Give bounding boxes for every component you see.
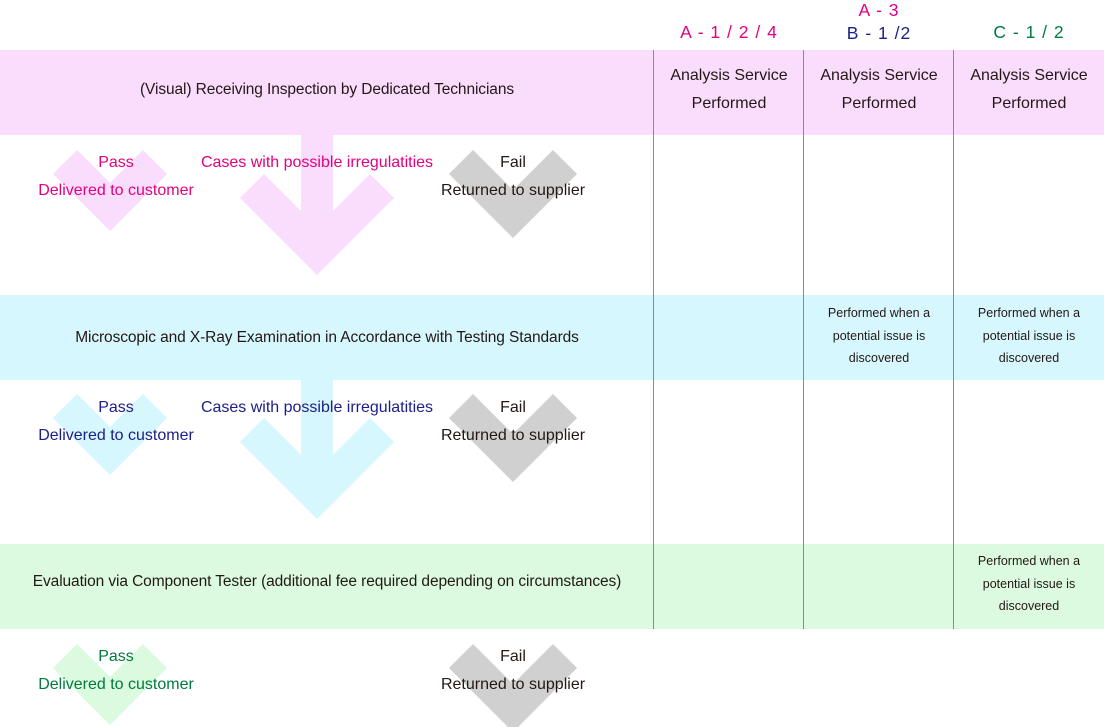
fail-label <box>423 643 603 699</box>
fail-text: Fail <box>500 648 526 665</box>
cell-step3-c12 <box>954 550 1104 618</box>
cell-line: Performed <box>691 95 767 112</box>
column-heading-c12-line: C - 1 / 2 <box>993 22 1065 42</box>
step-label-component-tester: Evaluation via Component Tester (additional fee required depending on circumstances) <box>32 572 622 590</box>
fail-label <box>423 149 603 205</box>
cell-step2-c12 <box>954 302 1104 370</box>
delivered-text: Delivered to customer <box>38 182 194 199</box>
cell-line: Performed when a <box>977 306 1081 320</box>
cell-line: discovered <box>998 599 1060 613</box>
pass-text: Pass <box>98 648 134 665</box>
cell-line: Performed <box>841 95 917 112</box>
cell-line: Performed <box>991 95 1067 112</box>
delivered-text: Delivered to customer <box>38 676 194 693</box>
delivered-text: Delivered to customer <box>38 427 194 444</box>
cell-step2-a3-b12 <box>804 302 954 370</box>
fail-label <box>423 394 603 450</box>
column-heading-b12-line: B - 1 /2 <box>846 23 912 43</box>
cell-line: discovered <box>848 351 910 365</box>
cell-line: Analysis Service <box>970 67 1088 84</box>
cell-step1-a3-b12 <box>804 62 954 118</box>
step-label-visual-inspection: (Visual) Receiving Inspection by Dedicated Technicians <box>140 80 514 98</box>
fail-text: Fail <box>500 399 526 416</box>
pass-text: Pass <box>98 154 134 171</box>
cell-step1-c12 <box>954 62 1104 118</box>
pass-text: Pass <box>98 399 134 416</box>
pass-label <box>16 643 216 699</box>
column-heading-a124-line: A - 1 / 2 / 4 <box>680 22 778 42</box>
pass-label <box>16 394 216 450</box>
step-label-xray-examination: Microscopic and X-Ray Examination in Accordance with Testing Standards <box>75 328 579 346</box>
cell-line: potential issue is <box>832 328 926 343</box>
irregular-label: Cases with possible irregulatities <box>200 154 434 171</box>
cell-line: Analysis Service <box>670 67 788 84</box>
pass-label <box>16 149 216 205</box>
cell-line: discovered <box>998 351 1060 365</box>
column-heading-a3-line: A - 3 <box>858 0 900 20</box>
returned-text: Returned to supplier <box>440 182 586 199</box>
cell-line: Performed when a <box>827 306 931 320</box>
cell-step1-a124 <box>654 62 804 118</box>
irregular-label: Cases with possible irregulatities <box>200 399 434 416</box>
cell-line: Analysis Service <box>820 67 938 84</box>
cell-line: potential issue is <box>982 328 1076 343</box>
cell-line: Performed when a <box>977 554 1081 568</box>
cell-line: potential issue is <box>982 576 1076 591</box>
returned-text: Returned to supplier <box>440 427 586 444</box>
fail-text: Fail <box>500 154 526 171</box>
returned-text: Returned to supplier <box>440 676 586 693</box>
